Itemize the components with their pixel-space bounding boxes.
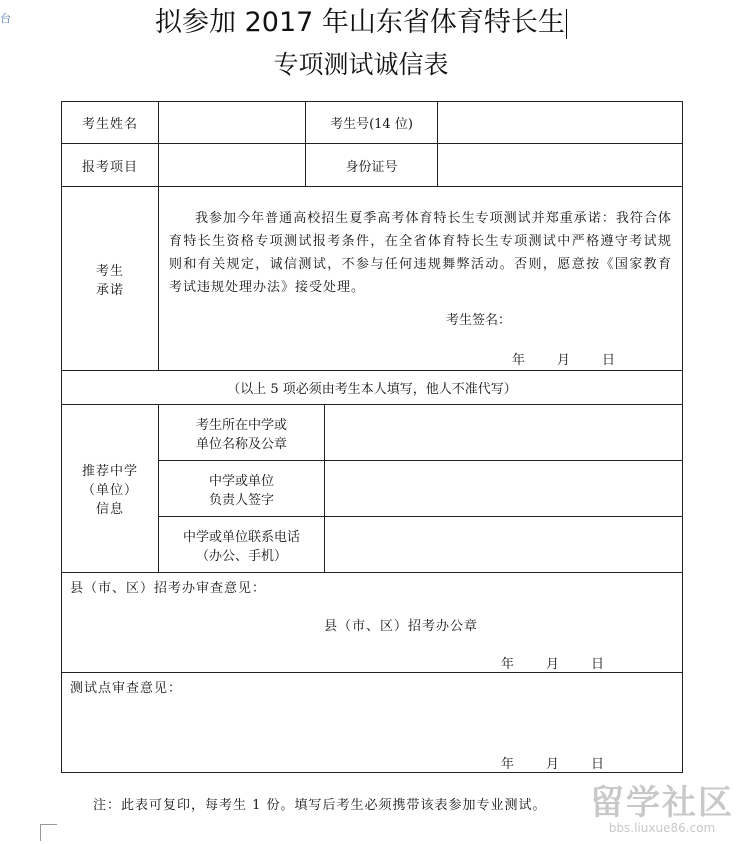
recommend-label-line1: 推荐中学 — [81, 464, 138, 479]
page-subtitle: 专项测试诚信表 — [273, 50, 449, 79]
pledge-month: 月 — [557, 353, 571, 368]
exam-number-field[interactable] — [438, 102, 683, 144]
county-year: 年 — [501, 657, 515, 672]
test-point-month: 月 — [546, 757, 560, 772]
county-review-label: 县（市、区）招考办审查意见： — [70, 581, 267, 596]
title-line1: 拟参加 2017 年山东省体育特长生 — [155, 7, 565, 38]
school-name-line1: 考生所在中学或 — [195, 417, 287, 433]
page-corner-marker — [40, 824, 57, 841]
county-date — [501, 653, 604, 672]
watermark-main: 留学社区 — [590, 783, 734, 823]
pledge-label-line1: 考生 — [95, 263, 124, 279]
leader-signature-field[interactable] — [325, 461, 683, 517]
recommend-label-line2: （单位） — [81, 483, 138, 498]
county-day: 日 — [591, 657, 605, 672]
pledge-date — [512, 349, 615, 368]
integrity-form-table — [61, 101, 683, 773]
notice-row: （以上 5 项必须由考生本人填写，他人不准代写） — [62, 371, 683, 405]
phone-line2: （办公、手机） — [195, 548, 287, 564]
project-label: 报考项目 — [62, 144, 159, 187]
county-seal-label: 县（市、区）招考办公章 — [324, 619, 479, 634]
name-field[interactable] — [159, 102, 306, 144]
pledge-label-line2: 承诺 — [95, 282, 124, 298]
pledge-label — [62, 187, 159, 371]
page-title — [0, 6, 722, 40]
name-label: 考生姓名 — [62, 102, 159, 144]
id-number-field[interactable] — [438, 144, 683, 187]
leader-line2: 负责人签字 — [208, 492, 274, 508]
pledge-year: 年 — [512, 353, 526, 368]
test-point-review-cell[interactable] — [62, 673, 683, 773]
id-number-label: 身份证号 — [306, 144, 438, 187]
recommend-label-line3: 信息 — [95, 502, 124, 517]
county-month: 月 — [546, 657, 560, 672]
school-name-line2: 单位名称及公章 — [195, 436, 287, 452]
watermark-url: bbs.liuxue86.com — [608, 821, 716, 835]
test-point-year: 年 — [501, 757, 515, 772]
exam-number-label: 考生号(14 位) — [306, 102, 438, 144]
leader-line1: 中学或单位 — [208, 473, 274, 489]
text-cursor — [566, 9, 567, 39]
pledge-day: 日 — [602, 353, 616, 368]
school-name-label — [159, 405, 325, 461]
county-review-cell[interactable] — [62, 573, 683, 673]
pledge-text: 我参加今年普通高校招生夏季高考体育特长生专项测试并郑重承诺：我符合体育特长生资格专项测试报考条件，在全省体育特长生专项测试中严格遵守考试规则和有关规定，诚信测试，不参与任何违规舞弊活动。否则，愿意按《国家教育考试违规处理办法》接受处理。 — [169, 211, 672, 295]
test-point-date — [501, 753, 604, 772]
test-point-day: 日 — [591, 757, 605, 772]
recommend-label — [62, 405, 159, 573]
watermark-logo — [590, 785, 734, 835]
school-phone-label — [159, 517, 325, 573]
leader-signature-label — [159, 461, 325, 517]
test-point-review-label: 测试点审查意见： — [70, 681, 183, 696]
school-name-field[interactable] — [325, 405, 683, 461]
project-field[interactable] — [159, 144, 306, 187]
pledge-cell — [159, 187, 683, 371]
phone-line1: 中学或单位联系电话 — [182, 529, 300, 545]
school-phone-field[interactable] — [325, 517, 683, 573]
signature-label[interactable]: 考生签名： — [446, 313, 512, 328]
page-mark: 台 — [0, 12, 11, 25]
footnote: 注：此表可复印，每考生 1 份。填写后考生必须携带该表参加专业测试。 — [93, 798, 547, 813]
